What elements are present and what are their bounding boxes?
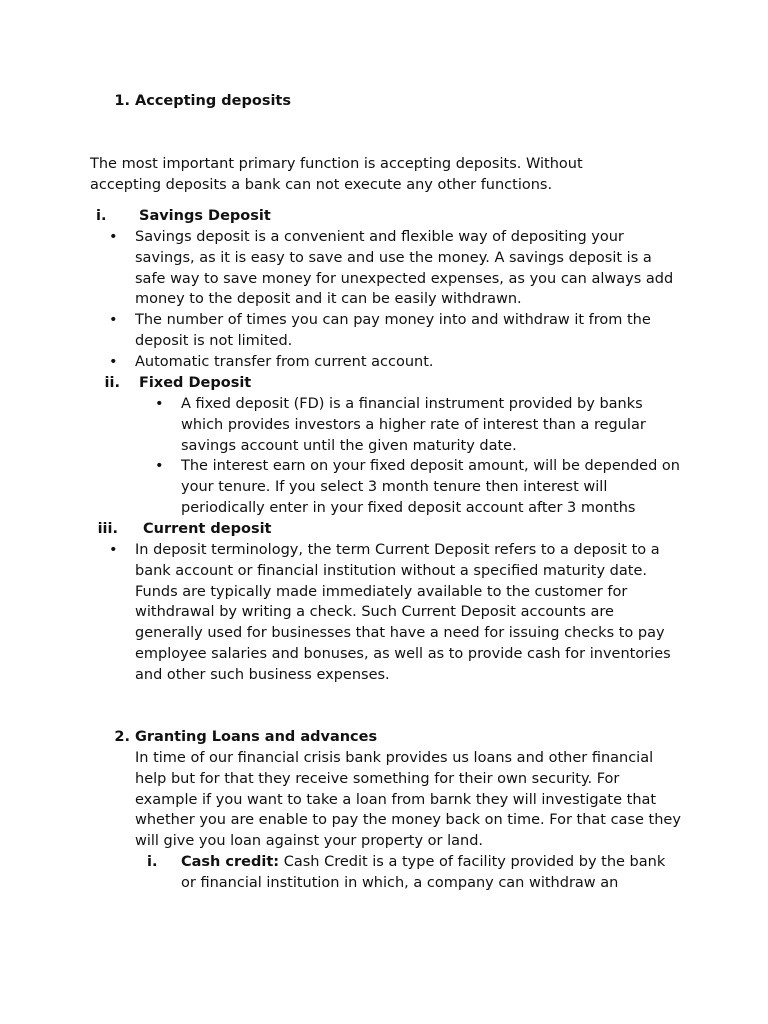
- fixed-bullet-text: A fixed deposit (FD) is a financial instrument provided by banks which provides investors a higher rate of interest than a regular savings account until the given maturity date.: [181, 396, 646, 454]
- cash-credit-label: Cash credit:: [181, 854, 280, 870]
- list-item: [109, 352, 680, 373]
- section-2-number: 2.: [114, 729, 130, 745]
- bullet-icon: •: [109, 229, 118, 245]
- fixed-deposit-heading: Fixed Deposit: [139, 375, 252, 391]
- list-item: [155, 456, 681, 518]
- list-item: [155, 394, 681, 456]
- section-1-intro: The most important primary function is accepting deposits. Without accepting deposits a bank can not execute any other functions.: [90, 156, 583, 193]
- fixed-bullet-list: [155, 394, 681, 519]
- bullet-icon: •: [155, 458, 164, 475]
- savings-bullet-text: The number of times you can pay money into and withdraw it from the deposit is not limited.: [135, 312, 651, 349]
- current-bullet-list: [109, 540, 675, 686]
- savings-numeral: i.: [96, 208, 107, 224]
- cash-credit-numeral: i.: [147, 854, 158, 870]
- section-2-title: Granting Loans and advances: [135, 729, 378, 745]
- current-bullet-text: In deposit terminology, the term Current Deposit refers to a deposit to a bank account or financial institution without a specified maturity date. Funds are typically made immediately available to the customer for withdrawal by writing a check. Such Current Deposit accounts are generally used for businesses that have a need for issuing checks to pay employee salaries and bonuses, as well as to provide cash for inventories and other such business expenses.: [135, 542, 671, 683]
- savings-deposit-heading: Savings Deposit: [139, 208, 271, 224]
- section-1-title: Accepting deposits: [135, 93, 291, 109]
- current-deposit-heading: Current deposit: [143, 521, 272, 537]
- list-item: [109, 540, 675, 686]
- section-2-body: In time of our financial crisis bank provides us loans and other financial help but for that they receive something for their own security. For example if you want to take a loan from barnk they will investigate that whether you are enable to pay the money back on time. For that case they will give you loan against your property or land.: [135, 750, 681, 850]
- current-numeral: iii.: [97, 521, 118, 537]
- savings-bullet-text: Automatic transfer from current account.: [135, 353, 434, 370]
- bullet-icon: •: [109, 353, 118, 370]
- list-item: [109, 227, 680, 310]
- savings-bullet-text: Savings deposit is a convenient and flexible way of depositing your savings, as it is easy to save and use the money. A savings deposit is a safe way to save money for unexpected expenses, as you can always add money to the deposit and it can be easily withdrawn.: [135, 229, 674, 308]
- cash-credit-text: Cash Credit is a type of facility provided by the bank or financial institution in which, a company can withdraw an: [181, 854, 666, 891]
- bullet-icon: •: [109, 542, 118, 558]
- fixed-bullet-text: The interest earn on your fixed deposit amount, will be depended on your tenure. If you select 3 month tenure then interest will periodically enter in your fixed deposit account after 3 months: [181, 458, 680, 516]
- bullet-icon: •: [109, 312, 118, 329]
- cash-credit-paragraph: [181, 852, 681, 894]
- bullet-icon: •: [155, 396, 164, 412]
- fixed-numeral: ii.: [104, 375, 120, 391]
- savings-bullet-list: [109, 227, 680, 373]
- section-1-number: 1.: [114, 93, 130, 109]
- list-item: [109, 310, 680, 352]
